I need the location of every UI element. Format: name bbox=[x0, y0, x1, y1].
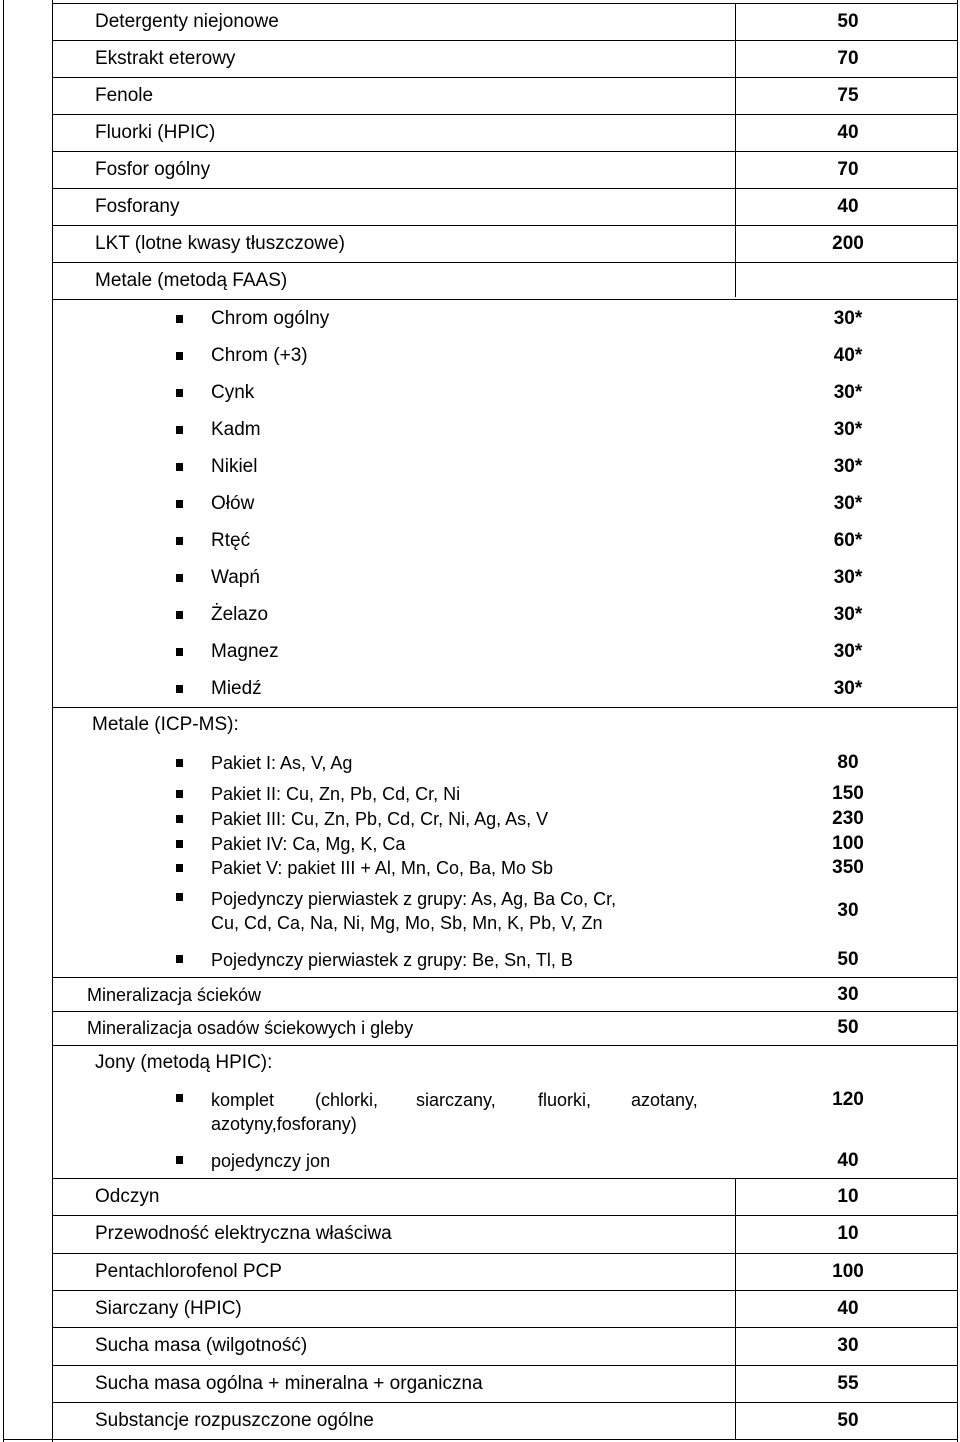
row-value: 40 bbox=[837, 196, 859, 217]
row-label: Ekstrakt eterowy bbox=[95, 48, 236, 69]
row-label: Pentachlorofenol PCP bbox=[95, 1260, 282, 1282]
row-label: Pakiet V: pakiet III + Al, Mn, Co, Ba, Mo Sb bbox=[211, 858, 553, 878]
table-border-right bbox=[957, 0, 958, 1442]
row-label: fluorki, bbox=[538, 1090, 592, 1110]
bullet-icon bbox=[176, 815, 183, 823]
row-label: Sucha masa ogólna + mineralna + organiczna bbox=[95, 1372, 483, 1394]
row-label: Substancje rozpuszczone ogólne bbox=[95, 1409, 374, 1431]
bullet-icon bbox=[176, 648, 183, 656]
table-border-left-inner bbox=[52, 0, 53, 1442]
bullet-icon bbox=[176, 893, 183, 901]
row-label: azotany, bbox=[631, 1090, 698, 1110]
row-label: Nikiel bbox=[211, 456, 258, 477]
row-value: 75 bbox=[837, 85, 859, 106]
row-label: Chrom (+3) bbox=[211, 345, 308, 366]
row-value: 350 bbox=[832, 857, 864, 878]
row-value: 30* bbox=[833, 567, 863, 588]
row-divider bbox=[52, 114, 958, 115]
row-value: 120 bbox=[832, 1089, 864, 1110]
row-value: 50 bbox=[837, 11, 859, 32]
row-divider bbox=[52, 77, 958, 78]
row-value: 30* bbox=[833, 419, 863, 440]
row-value: 70 bbox=[837, 48, 859, 69]
row-label: Siarczany (HPIC) bbox=[95, 1297, 242, 1319]
row-label: Pakiet II: Cu, Zn, Pb, Cd, Cr, Ni bbox=[211, 784, 461, 804]
row-value: 30 bbox=[837, 984, 859, 1005]
row-label: Pakiet IV: Ca, Mg, K, Ca bbox=[211, 834, 406, 854]
bullet-icon bbox=[176, 352, 183, 360]
row-divider bbox=[52, 977, 958, 978]
row-divider bbox=[52, 1290, 958, 1291]
row-value: 10 bbox=[837, 1186, 859, 1207]
bullet-icon bbox=[176, 389, 183, 397]
row-label: Pojedynczy pierwiastek z grupy: As, Ag, Ba Co, Cr, bbox=[211, 889, 617, 909]
row-divider bbox=[52, 299, 958, 300]
row-divider bbox=[52, 225, 958, 226]
bullet-icon bbox=[176, 864, 183, 872]
row-label: Żelazo bbox=[211, 604, 269, 625]
row-label: Cu, Cd, Ca, Na, Ni, Mg, Mo, Sb, Mn, K, Pb, V, Zn bbox=[211, 913, 603, 933]
row-label: Metale (metodą FAAS) bbox=[95, 270, 288, 291]
row-value: 10 bbox=[837, 1223, 859, 1245]
bullet-icon bbox=[176, 759, 183, 767]
row-value: 50 bbox=[837, 949, 859, 970]
row-label: Fluorki (HPIC) bbox=[95, 122, 216, 143]
row-label: Wapń bbox=[211, 567, 260, 588]
row-divider bbox=[52, 1178, 958, 1179]
row-label: azotyny,fosforany) bbox=[211, 1114, 357, 1134]
row-value: 55 bbox=[837, 1372, 859, 1394]
row-label: Chrom ogólny bbox=[211, 308, 330, 329]
row-divider bbox=[52, 1215, 958, 1216]
bullet-icon bbox=[176, 1094, 183, 1102]
row-value: 30* bbox=[833, 493, 863, 514]
bullet-icon bbox=[176, 955, 183, 963]
bullet-icon bbox=[176, 426, 183, 434]
row-value: 40 bbox=[837, 1297, 859, 1319]
bullet-icon bbox=[176, 790, 183, 798]
row-value: 60* bbox=[833, 530, 863, 551]
row-divider bbox=[52, 3, 958, 4]
row-divider bbox=[52, 40, 958, 41]
row-label: Sucha masa (wilgotność) bbox=[95, 1335, 308, 1357]
row-label: Fosfor ogólny bbox=[95, 159, 211, 180]
row-label: komplet bbox=[211, 1090, 275, 1110]
row-value: 200 bbox=[832, 233, 864, 254]
row-label: Ołów bbox=[211, 493, 255, 514]
row-divider bbox=[52, 188, 958, 189]
row-value: 50 bbox=[837, 1409, 859, 1431]
row-value: 80 bbox=[837, 752, 859, 773]
row-value: 40* bbox=[833, 345, 863, 366]
row-value: 30 bbox=[837, 900, 859, 921]
column-divider bbox=[735, 3, 736, 297]
row-divider bbox=[52, 1365, 958, 1366]
row-label: Fosforany bbox=[95, 196, 180, 217]
row-value: 40 bbox=[837, 122, 859, 143]
row-divider bbox=[52, 1045, 958, 1046]
row-label: Mineralizacja ścieków bbox=[87, 985, 262, 1005]
row-label: Magnez bbox=[211, 641, 279, 662]
row-label: Fenole bbox=[95, 85, 154, 106]
row-value: 230 bbox=[832, 808, 864, 829]
row-label: Przewodność elektryczna właściwa bbox=[95, 1223, 392, 1245]
bullet-icon bbox=[176, 574, 183, 582]
bullet-icon bbox=[176, 685, 183, 693]
row-value: 30* bbox=[833, 456, 863, 477]
row-value: 30* bbox=[833, 308, 863, 329]
row-label: Cynk bbox=[211, 382, 255, 403]
row-value: 100 bbox=[832, 833, 864, 854]
row-divider bbox=[52, 707, 958, 708]
section-heading: Metale (ICP-MS): bbox=[92, 714, 239, 735]
row-divider bbox=[52, 1327, 958, 1328]
section-heading: Jony (metodą HPIC): bbox=[95, 1052, 273, 1073]
row-label: pojedynczy jon bbox=[211, 1151, 331, 1171]
row-divider bbox=[52, 262, 958, 263]
bullet-icon bbox=[176, 611, 183, 619]
row-label: Rtęć bbox=[211, 530, 251, 551]
row-label: Kadm bbox=[211, 419, 261, 440]
row-divider bbox=[52, 151, 958, 152]
row-value: 50 bbox=[837, 1017, 859, 1038]
row-value: 30* bbox=[833, 604, 863, 625]
row-label: Pakiet III: Cu, Zn, Pb, Cd, Cr, Ni, Ag, As, V bbox=[211, 809, 549, 829]
row-label: LKT (lotne kwasy tłuszczowe) bbox=[95, 233, 345, 254]
row-value: 30* bbox=[833, 641, 863, 662]
row-label: Detergenty niejonowe bbox=[95, 11, 279, 32]
bullet-icon bbox=[176, 537, 183, 545]
row-value: 30* bbox=[833, 382, 863, 403]
row-label: (chlorki, bbox=[315, 1090, 379, 1110]
row-label: siarczany, bbox=[416, 1090, 496, 1110]
row-value: 30 bbox=[837, 1335, 859, 1357]
table-border-left bbox=[3, 0, 4, 1442]
row-label: Mineralizacja osadów ściekowych i gleby bbox=[87, 1018, 414, 1038]
column-divider bbox=[735, 1178, 736, 1440]
row-divider bbox=[52, 1011, 958, 1012]
row-label: Pojedynczy pierwiastek z grupy: Be, Sn, Tl, B bbox=[211, 950, 573, 970]
bullet-icon bbox=[176, 840, 183, 848]
row-divider bbox=[52, 1253, 958, 1254]
row-value: 30* bbox=[833, 678, 863, 699]
row-label: Odczyn bbox=[95, 1186, 160, 1207]
bullet-icon bbox=[176, 463, 183, 471]
row-value: 70 bbox=[837, 159, 859, 180]
row-value: 100 bbox=[832, 1260, 864, 1282]
bullet-icon bbox=[176, 500, 183, 508]
row-value: 40 bbox=[837, 1150, 859, 1171]
row-divider bbox=[52, 1402, 958, 1403]
row-label: Miedź bbox=[211, 678, 262, 699]
table-bottom-border bbox=[3, 1439, 958, 1440]
bullet-icon bbox=[176, 315, 183, 323]
row-value: 150 bbox=[832, 783, 864, 804]
row-label: Pakiet I: As, V, Ag bbox=[211, 753, 353, 773]
bullet-icon bbox=[176, 1156, 183, 1164]
